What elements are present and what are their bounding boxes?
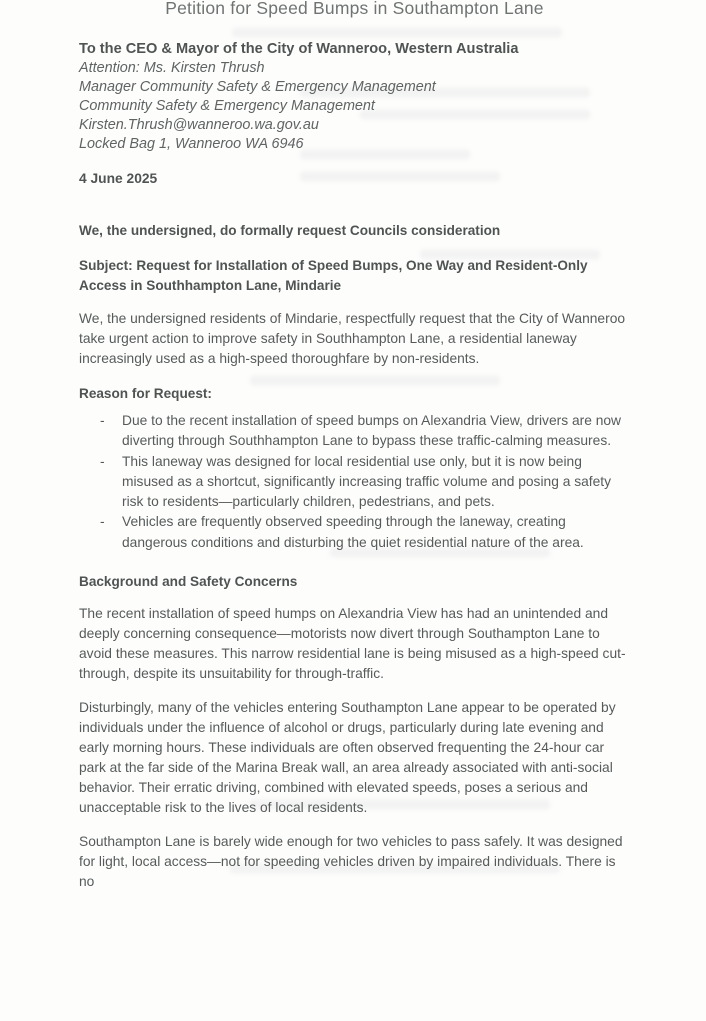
list-item [79, 512, 630, 553]
recipient-role-line: Manager Community Safety & Emergency Management [79, 79, 436, 95]
background-paragraph: Disturbingly, many of the vehicles entering Southampton Lane appear to be operated by individuals under the influence of alcohol or drugs, particularly during late evening and early morning hours. These individuals are often observed frequenting the 24-hour car park at the far side of the Marina Break wall, an area already associated with anti-social behavior. Their erratic driving, combined with elevated speeds, poses a serious and unacceptable risk to the lives of local residents. [79, 699, 616, 815]
bullet-marker: - [100, 514, 105, 530]
recipient-to-line: To the CEO & Mayor of the City of Wanneroo, Western Australia [79, 41, 519, 57]
recipient-email-line: Kirsten.Thrush@wanneroo.wa.gov.au [79, 117, 319, 133]
background-heading: Background and Safety Concerns [79, 574, 298, 590]
bullet-text: Due to the recent installation of speed bumps on Alexandria View, drivers are now diverting through Southhampton Lane to bypass these traffic-calming measures. [122, 413, 622, 449]
recipient-address-line: Locked Bag 1, Wanneroo WA 6946 [79, 136, 304, 152]
list-item [79, 452, 630, 513]
subject-line: Subject: Request for Installation of Speed Bumps, One Way and Resident-Only Access in Southhampton Lane, Mindarie [79, 258, 588, 293]
document-title: Petition for Speed Bumps in Southampton Lane [165, 0, 544, 18]
background-paragraph: Southampton Lane is barely wide enough for two vehicles to pass safely. It was designed for light, local access—not for speeding vehicles driven by impaired individuals. There is no [79, 833, 623, 889]
list-item [79, 411, 630, 452]
letter-date: 4 June 2025 [79, 171, 158, 186]
reason-heading: Reason for Request: [79, 386, 212, 401]
bullet-text: Vehicles are frequently observed speeding through the laneway, creating dangerous conditions and disturbing the quiet residential nature of the area. [122, 514, 584, 550]
background-paragraph: The recent installation of speed humps on Alexandria View has had an unintended and deeply concerning consequence—motorists now divert through Southampton Lane to avoid these measures. This narrow residential lane is being misused as a high-speed cut-through, despite its unsuitability for through-traffic. [79, 606, 626, 682]
recipient-block [79, 40, 630, 154]
recipient-department-line: Community Safety & Emergency Management [79, 98, 375, 114]
bullet-text: This laneway was designed for local residential use only, but it is now being misused as a shortcut, significantly increasing traffic volume and posing a safety risk to residents—particularly children, pedestrians, and pets. [122, 453, 612, 510]
formal-request-line: We, the undersigned, do formally request Councils consideration [79, 223, 501, 238]
recipient-attention-line: Attention: Ms. Kirsten Thrush [79, 60, 265, 76]
reason-list [79, 411, 630, 553]
intro-paragraph: We, the undersigned residents of Mindarie, respectfully request that the City of Wanneroo take urgent action to improve safety in Southhampton Lane, a residential laneway increasingly used as a high-speed thoroughfare by non-residents. [79, 311, 626, 366]
bullet-marker: - [100, 453, 105, 469]
bullet-marker: - [100, 413, 105, 428]
